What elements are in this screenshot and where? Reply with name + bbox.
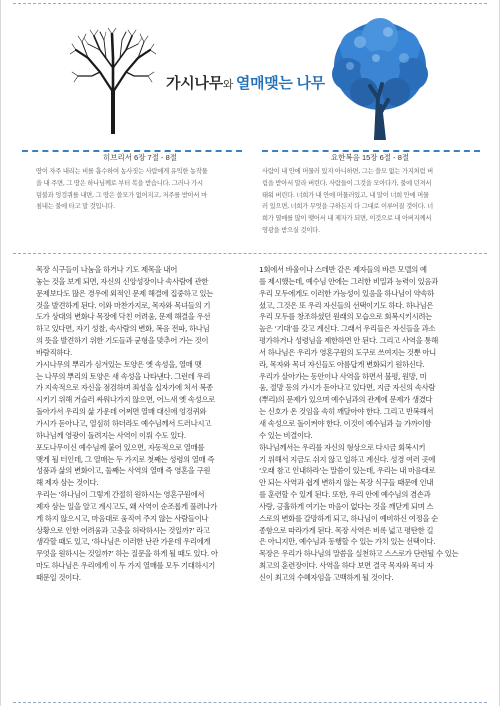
text-line: 마도 하나님은 우리에게 이 두 가지 열매를 모두 기대하시기 [36, 561, 215, 571]
text-line: 우리 모두를 창조하셨던 원래의 모습으로 회복시키시려는 [259, 312, 432, 322]
text-line: 하나님께 영광이 돌려지는 사역이 이뤄 수도 있다. [36, 430, 186, 440]
text-line: ‘오래 참고 인내하라’는 말씀이 있는데, 우리는 내 마음대로 [259, 466, 436, 476]
text-line: 림을 받아서 말라 버린다. 사람들이 그것을 모아다가, 불에 던져서 [262, 179, 432, 187]
text-line: 맺게 될 터인데, 그 열매는 두 가지로 첫째는 성령의 열매 즉 [36, 454, 215, 464]
text-line: 가시나무의 뿌리가 심겨있는 토양은 옛 속성을, 열매 맺 [36, 359, 202, 369]
text-line: 은 아니지만, 예수님과 동행할 수 있는 가치 있는 선택이다. [259, 537, 436, 547]
text-line: 태워 버린다. 너희가 내 안에 머물러있고, 내 말이 너희 안에 머물 [262, 191, 429, 199]
text-line: 를 제시했는데, 예수님 안에는 그러한 비밀과 능력이 있음과 [259, 276, 438, 286]
text-line: 스로의 변화를 갈망하게 되고, 하나님이 예비하신 여정을 순 [259, 513, 438, 523]
article-left-column [36, 264, 250, 584]
text-line: 목장은 우리가 하나님의 말씀을 실천하고 스스로가 단련될 수 있는 [259, 549, 459, 559]
text-line: 상황으로 인한 어려움과 고충을 허락하시는 것일까?’ 라고 [36, 525, 210, 535]
text-line: 서 하나님은 우리가 영혼구원의 도구로 쓰여지는 것뿐 아니 [259, 347, 436, 357]
title-fruit-tree: 열매맺는 나무 [235, 75, 325, 92]
text-line: 문제보다도 많은 경우에 외적인 문제 해결에 집중하고 있는 [36, 288, 213, 298]
text-line: 목장 식구들이 나눔을 하거나 기도 제목을 내어 [36, 265, 177, 274]
text-line: 놓는 것을 보게 되면, 자신의 신앙성장이나 속사람에 관한 [36, 276, 209, 286]
text-line: 하나님께서는 우리를 자신의 형상으로 다시금 회복시키 [259, 442, 426, 452]
section-divider [13, 253, 487, 254]
scripture-reference-left: 히브리서 6장 7절 - 8절 [102, 153, 178, 162]
text-line: 포도나무이신 예수님께 붙어 있으면, 자동적으로 열매를 [36, 442, 205, 452]
scripture-text-right [262, 166, 433, 237]
text-line: 무엇을 원하시는 것일까?’ 하는 질문을 하게 될 때도 있다. 아 [36, 549, 218, 559]
text-line: 신이 최고의 수혜자임을 고백하게 될 것이다. [259, 572, 394, 582]
text-line: 기 위해서 지금도 쉬지 않고 일하고 계신다. 성경 여러 곳에 [259, 454, 436, 464]
text-line: 새 속성으로 돌이켜야 한다. 이것이 예수님과 늘 가까이함 [259, 418, 432, 428]
text-line: 가시가 돋아나고, 열심히 하더라도 예수님께서 드러나시고 [36, 418, 211, 428]
text-line: 는 나무의 뿌리의 토양은 새 속성을 나타낸다. 그런데 우리 [36, 371, 211, 381]
header [0, 0, 500, 150]
text-line: 움, 절망 등의 가시가 돋아나고 있다면, 지금 자신의 속사람 [259, 383, 436, 393]
scripture-text-left [36, 166, 208, 213]
text-line: 게 하지 않으시고, 마음대로 움직여 주지 않는 사람들이나 [36, 513, 209, 523]
text-line: 의 뜻을 발견하기 위한 기도들과 균형을 맞추어 가는 것이 [36, 336, 209, 346]
text-line: 침내는 불에 타고 말 것입니다. [36, 203, 115, 211]
bare-tree-illustration [70, 28, 156, 134]
text-line: 러 있으면, 너희가 무엇을 구하든지 다 그대로 이루어질 것이다. 너 [262, 203, 433, 211]
text-line: 땅이 자주 내리는 비를 흡수하여 농사짓는 사람에게 유익한 농작물 [36, 168, 208, 175]
text-line: 을 내 주면, 그 땅은 하나님께로 부터 복을 받습니다. 그러나 가시 [36, 179, 203, 187]
text-line: 우리는 ‘하나님이 그렇게 간절히 원하시는 영혼구원에서 [36, 490, 205, 500]
text-line: 시키기 위해 거슬러 싸워나가지 않으면, 어느새 옛 속성으로 [36, 395, 215, 405]
text-line: 는 신호가 온 것임을 속히 깨달아야 한다. 그리고 반복해서 [259, 407, 434, 417]
article-right-column [259, 264, 473, 584]
text-line: 돌아가서 우리의 삶 가운데 어쩌면 열매 대신에 엉겅퀴와 [36, 407, 207, 417]
text-line: (뿌리)의 문제가 있으며 예수님과의 관계에 문제가 생겼다 [259, 395, 433, 405]
text-line: 평가하거나 성령님을 제한하면 안 된다. 그리고 사역을 통해 [259, 336, 438, 346]
text-line: 덤불과 엉겅퀴를 내면, 그 땅은 쓸모가 없어지고, 저주를 받아서 마 [36, 191, 207, 199]
title-connector: 와 [222, 79, 236, 91]
text-line: 안 되는 사역과 쉽게 변하지 않는 목장 식구들 때문에 인내 [259, 478, 434, 488]
text-line: 것을 발견하게 된다. 이와 마찬가지로, 목자와 목녀들의 기 [36, 300, 211, 310]
text-line: 높은 ‘기대’를 갖고 계신다. 그래서 우리들은 자신들을 과소 [259, 324, 436, 334]
text-line: 수 있는 비결이다. [259, 430, 313, 440]
text-line: 생각할 때도 있고, ‘하나님은 이러한 난관 가운데 우리에게 [36, 537, 211, 547]
text-line: 종함으로 따라가게 된다. 목장 사역은 비록 넓고 평탄한 길 [259, 525, 434, 535]
text-line: 제자 삼는 일을 알고 계시고도, 왜 사역이 순조롭게 풀려나가 [36, 501, 217, 511]
fruit-tree-illustration [330, 18, 430, 140]
text-line: 도가 상대의 변화나 목장에 닥친 어려움, 문제 해결을 우선 [36, 312, 211, 322]
text-line: 영광을 받으실 것이다. [262, 226, 320, 234]
text-line: 하고 있다면, 자기 성찰, 속사람의 변화, 복음 전파, 하나님 [36, 324, 210, 334]
text-line: 가 지속적으로 자신을 점검하며 죄성을 십자가에 처서 복종 [36, 383, 213, 393]
text-line: 우리 모두에게도 이러한 가능성이 있음을 하나님이 약속하 [259, 288, 434, 298]
text-line: 셨고, 그것은 또 우리 자신들의 선택이기도 하다. 하나님은 [259, 300, 434, 310]
text-line: 최고의 훈련장이다. 사역을 하다 보면 결국 목자와 목녀 자 [259, 561, 434, 571]
text-line: 때문일 것이다. [36, 572, 81, 582]
text-line: 사람이 내 안에 머물러 있지 아니하면, 그는 쓸모 없는 가지처럼 버 [262, 168, 433, 175]
text-line: 해 제자 삼는 것이다. [36, 478, 99, 488]
text-line: 1회에서 바울이나 스데반 같은 제자들의 바른 모델의 예 [259, 265, 427, 274]
title-thorn-tree: 가시나무 [166, 75, 223, 92]
text-line: 사랑, 긍휼하게 여기는 마음이 없다는 것을 깨닫게 되며 스 [259, 501, 434, 511]
text-line: 우리가 살아가는 동안이나 사역을 하면서 불평, 원망, 미 [259, 371, 427, 381]
text-line: 를 훈련할 수 있게 된다. 또한, 우리 안에 예수님의 겸손과 [259, 490, 431, 500]
text-line: 바람직하다. [36, 347, 72, 357]
bottom-divider [13, 702, 487, 703]
text-line: 희가 열매를 많이 맺어서 내 제자가 되면, 이것으로 내 아버지께서 [262, 215, 432, 223]
text-line: 성품과 삶의 변화이고, 둘째는 사역의 열매 즉 영혼을 구원 [36, 466, 211, 476]
text-line: 라, 목자와 목녀 자신들도 아름답게 변화되기 원하신다. [259, 359, 425, 369]
scripture-reference-right: 요한복음 15장 6절 - 8절 [330, 153, 410, 162]
